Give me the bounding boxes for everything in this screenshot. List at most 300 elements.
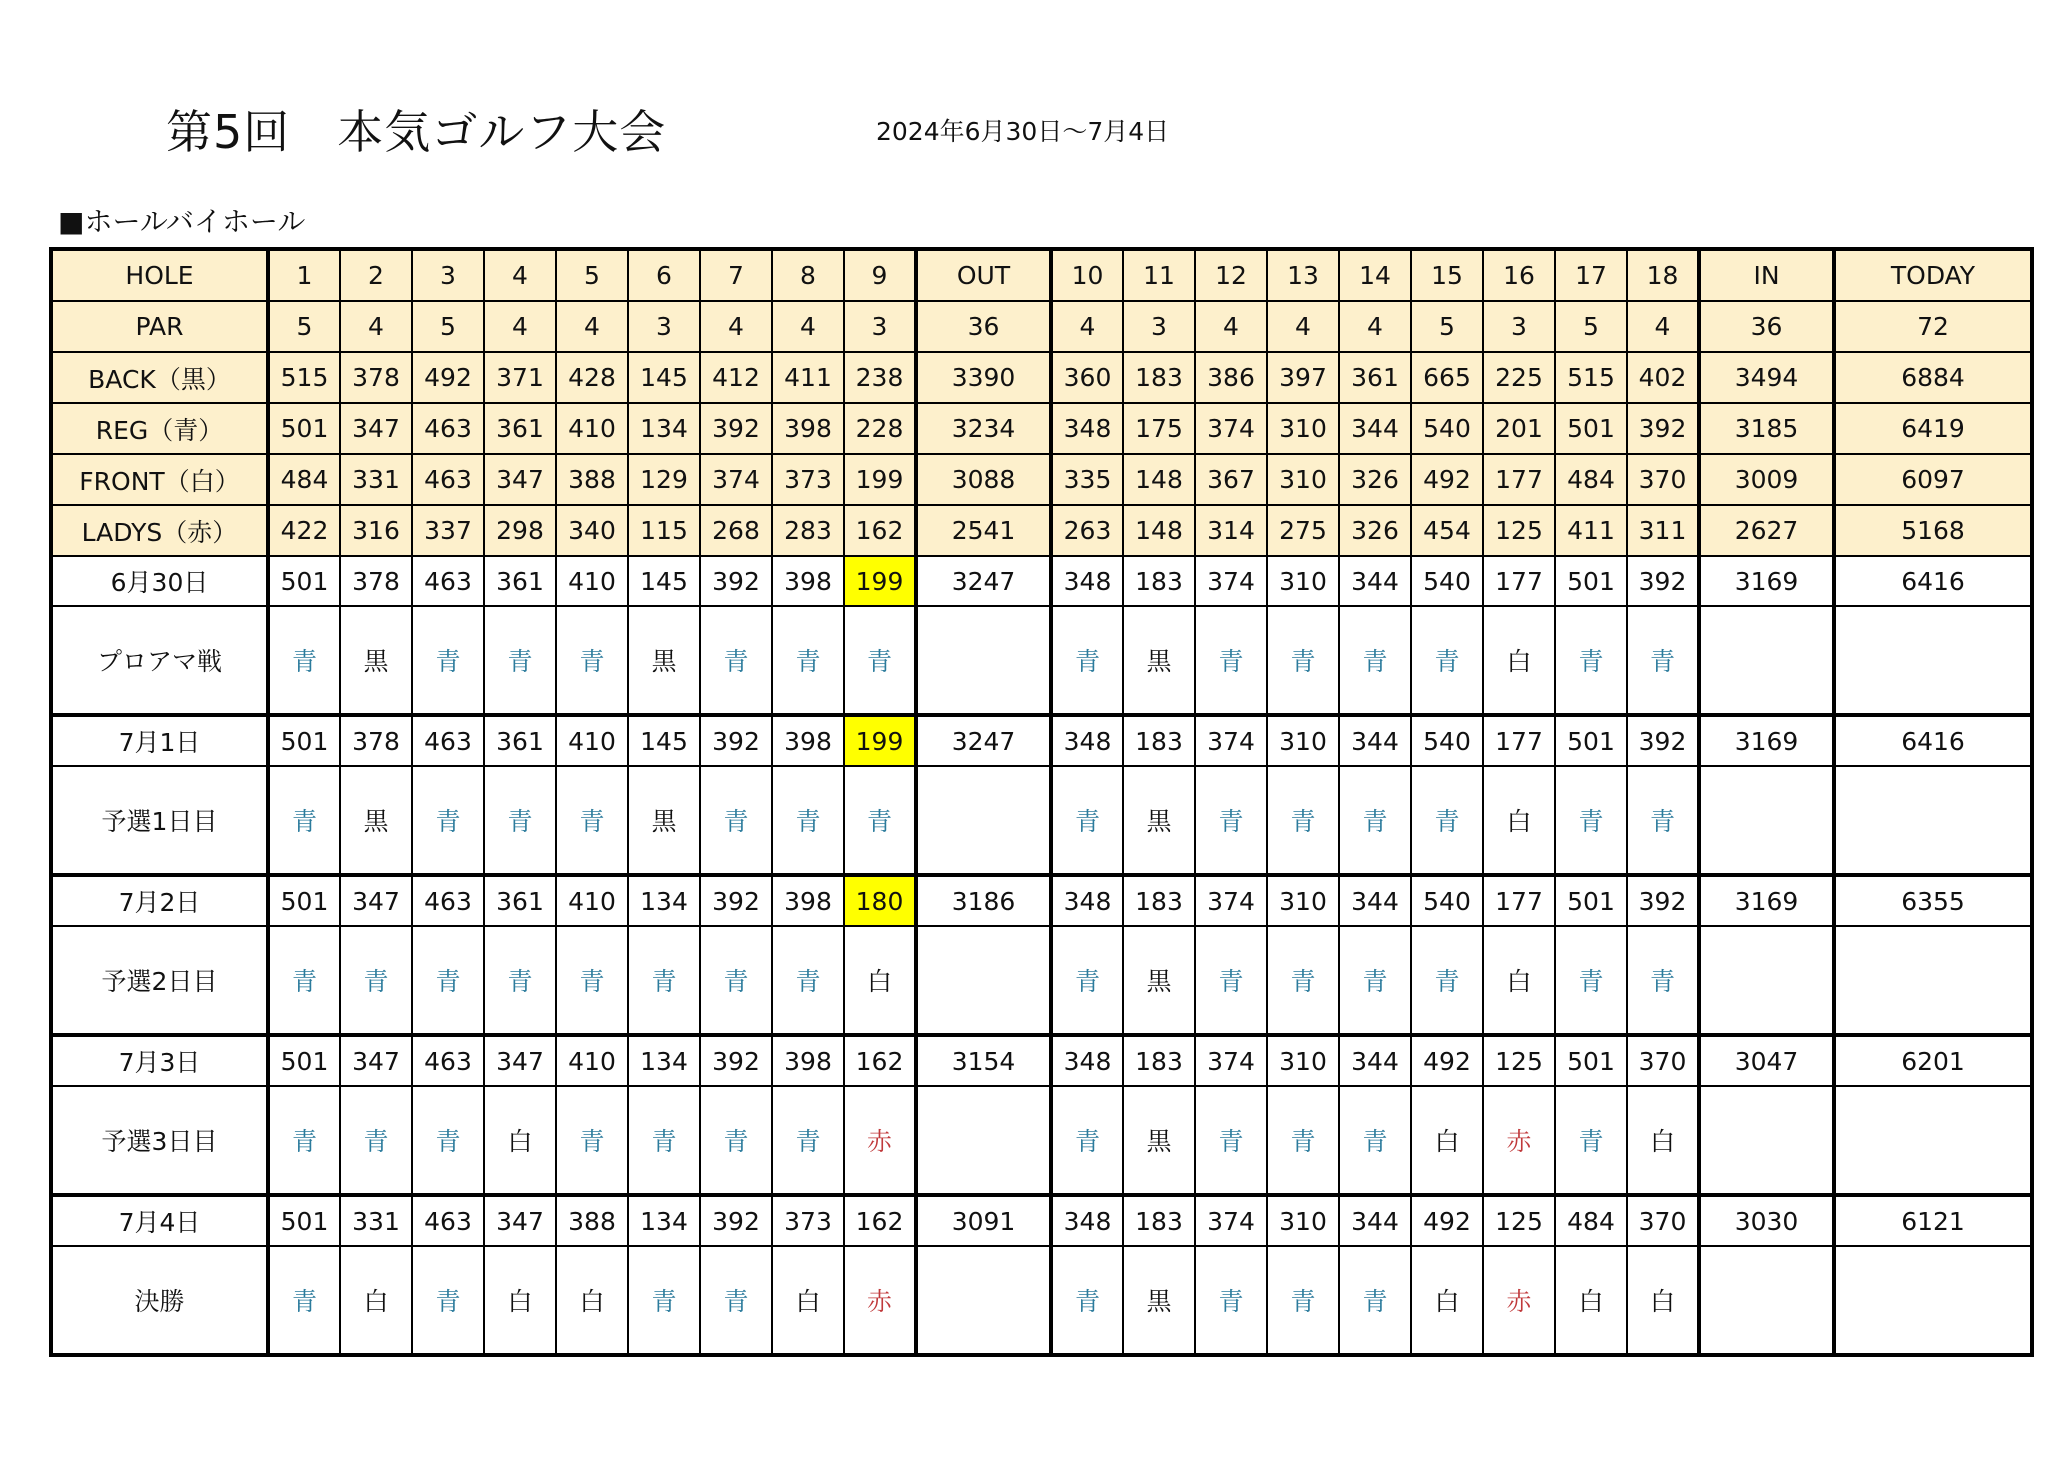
tee-color-cell: 青 (1267, 606, 1339, 715)
table-cell: 183 (1123, 1035, 1195, 1086)
table-cell (916, 606, 1051, 715)
tee-color-cell: 青 (1555, 1086, 1627, 1195)
table-cell: 4 (484, 301, 556, 352)
tee-color-cell: 青 (1555, 766, 1627, 875)
tee-color-cell: 青 (1195, 926, 1267, 1035)
table-cell: 402 (1627, 352, 1699, 403)
tee-color-cell: 青 (1051, 766, 1123, 875)
tee-color-cell: 赤 (844, 1246, 916, 1355)
table-cell: 398 (772, 556, 844, 606)
table-cell: OUT (916, 249, 1051, 301)
table-cell: 361 (484, 556, 556, 606)
table-cell: 6884 (1834, 352, 2032, 403)
table-cell: 275 (1267, 505, 1339, 556)
tee-color-cell: 青 (1411, 766, 1483, 875)
tee-color-cell: 黒 (1123, 1246, 1195, 1355)
table-cell: 177 (1483, 454, 1555, 505)
table-cell: 398 (772, 715, 844, 766)
tee-color-cell: 青 (268, 1086, 340, 1195)
row-label: 7月2日 (51, 875, 268, 926)
row-label: PAR (51, 301, 268, 352)
table-cell: 422 (268, 505, 340, 556)
row-label: LADYS（赤） (51, 505, 268, 556)
page-title: 第5回 本気ゴルフ大会 (166, 105, 667, 159)
table-cell: 463 (412, 1195, 484, 1246)
table-cell: 326 (1339, 454, 1411, 505)
tee-color-cell: 青 (1339, 1086, 1411, 1195)
table-cell: 361 (484, 875, 556, 926)
table-cell: 4 (1051, 301, 1123, 352)
tee-yardage-row (51, 505, 2032, 556)
tee-color-cell: 白 (1483, 926, 1555, 1035)
table-cell: 360 (1051, 352, 1123, 403)
table-cell: 162 (844, 1195, 916, 1246)
day-yardage-row (51, 875, 2032, 926)
table-cell: 410 (556, 1035, 628, 1086)
row-label: BACK（黒） (51, 352, 268, 403)
table-cell: 283 (772, 505, 844, 556)
table-cell: 515 (1555, 352, 1627, 403)
table-cell: 177 (1483, 556, 1555, 606)
tee-color-cell: 青 (1267, 1246, 1339, 1355)
tee-color-cell: 白 (1555, 1246, 1627, 1355)
table-cell: 410 (556, 403, 628, 454)
table-cell: 5 (556, 249, 628, 301)
table-cell: 392 (1627, 556, 1699, 606)
table-cell: 392 (700, 715, 772, 766)
table-cell: 4 (484, 249, 556, 301)
tee-color-cell: 青 (1339, 766, 1411, 875)
table-cell: 398 (772, 403, 844, 454)
table-cell: 501 (1555, 1035, 1627, 1086)
table-cell: 310 (1267, 454, 1339, 505)
table-cell: 17 (1555, 249, 1627, 301)
table-cell: 386 (1195, 352, 1267, 403)
tee-color-cell: 青 (628, 926, 700, 1035)
table-cell: 374 (700, 454, 772, 505)
tee-color-cell: 青 (772, 1086, 844, 1195)
table-cell: 348 (1051, 403, 1123, 454)
table-cell (1699, 766, 1834, 875)
tee-color-cell: 青 (1195, 606, 1267, 715)
tee-color-cell: 赤 (1483, 1086, 1555, 1195)
tee-color-cell: 青 (1627, 766, 1699, 875)
table-cell: 410 (556, 715, 628, 766)
table-cell: 515 (268, 352, 340, 403)
row-label: REG（青） (51, 403, 268, 454)
table-cell: 388 (556, 1195, 628, 1246)
tee-color-cell: 青 (844, 766, 916, 875)
tee-color-cell: 青 (556, 606, 628, 715)
table-cell: 148 (1123, 505, 1195, 556)
table-cell: 392 (1627, 403, 1699, 454)
tee-color-cell: 青 (484, 606, 556, 715)
tee-yardage-row (51, 403, 2032, 454)
table-cell: 392 (1627, 715, 1699, 766)
table-cell: 392 (700, 1195, 772, 1246)
table-cell: 3 (844, 301, 916, 352)
table-cell: 347 (340, 1035, 412, 1086)
table-cell: 484 (1555, 1195, 1627, 1246)
day-tee-row (51, 766, 2032, 875)
table-cell: 3 (628, 301, 700, 352)
table-cell: 665 (1411, 352, 1483, 403)
table-cell: 134 (628, 875, 700, 926)
table-cell: 398 (772, 875, 844, 926)
tee-color-cell: 黒 (340, 606, 412, 715)
table-cell (1834, 1246, 2032, 1355)
tee-yardage-row (51, 301, 2032, 352)
table-cell: 392 (1627, 875, 1699, 926)
table-cell: 1 (268, 249, 340, 301)
table-cell: 13 (1267, 249, 1339, 301)
table-cell: 347 (340, 403, 412, 454)
table-cell: 72 (1834, 301, 2032, 352)
table-cell: 9 (844, 249, 916, 301)
table-cell: 348 (1051, 556, 1123, 606)
table-cell: 36 (916, 301, 1051, 352)
table-cell: 6 (628, 249, 700, 301)
table-cell: 361 (484, 403, 556, 454)
table-cell: 5168 (1834, 505, 2032, 556)
table-cell: 331 (340, 1195, 412, 1246)
row-label: 7月1日 (51, 715, 268, 766)
table-cell: 316 (340, 505, 412, 556)
table-cell: 371 (484, 352, 556, 403)
header-row (51, 249, 2032, 301)
table-cell: 348 (1051, 715, 1123, 766)
table-cell: 331 (340, 454, 412, 505)
table-cell: 463 (412, 1035, 484, 1086)
table-cell: 3009 (1699, 454, 1834, 505)
tournament-dates: 2024年6月30日〜7月4日 (876, 117, 1170, 146)
table-cell: 125 (1483, 1035, 1555, 1086)
tee-color-cell: 青 (700, 606, 772, 715)
tee-color-cell: 青 (772, 606, 844, 715)
tee-color-cell: 青 (772, 926, 844, 1035)
table-cell: 348 (1051, 1035, 1123, 1086)
tee-color-cell: 青 (340, 926, 412, 1035)
tee-color-cell: 黒 (1123, 926, 1195, 1035)
tee-color-cell: 青 (268, 1246, 340, 1355)
table-cell: 347 (484, 1035, 556, 1086)
table-cell: 378 (340, 352, 412, 403)
tee-color-cell: 黒 (1123, 766, 1195, 875)
table-cell: 14 (1339, 249, 1411, 301)
tee-yardage-row (51, 454, 2032, 505)
tee-color-cell: 青 (1627, 606, 1699, 715)
table-cell: 374 (1195, 556, 1267, 606)
tee-color-cell: 青 (484, 926, 556, 1035)
tee-color-cell: 青 (1339, 606, 1411, 715)
table-cell: 134 (628, 403, 700, 454)
tee-color-cell: 青 (340, 1086, 412, 1195)
table-cell: 410 (556, 556, 628, 606)
table-cell: 540 (1411, 403, 1483, 454)
table-cell: 378 (340, 556, 412, 606)
table-cell: 134 (628, 1195, 700, 1246)
table-cell: 3390 (916, 352, 1051, 403)
table-cell: 428 (556, 352, 628, 403)
table-cell: 177 (1483, 715, 1555, 766)
tee-color-cell: 青 (700, 1246, 772, 1355)
table-cell: 4 (1267, 301, 1339, 352)
table-cell: IN (1699, 249, 1834, 301)
table-cell: 145 (628, 715, 700, 766)
table-cell (1699, 1246, 1834, 1355)
table-cell: 337 (412, 505, 484, 556)
tee-color-cell: 白 (484, 1246, 556, 1355)
table-cell: 492 (412, 352, 484, 403)
table-cell: 344 (1339, 556, 1411, 606)
table-cell: 373 (772, 1195, 844, 1246)
table-cell: 347 (484, 454, 556, 505)
table-cell: 361 (484, 715, 556, 766)
table-cell: 392 (700, 403, 772, 454)
tee-color-cell: 青 (412, 766, 484, 875)
tee-yardage-row (51, 352, 2032, 403)
tee-color-cell: 青 (700, 766, 772, 875)
section-label: ■ホールバイホール (58, 205, 306, 238)
table-cell: 501 (268, 556, 340, 606)
table-cell: 311 (1627, 505, 1699, 556)
table-cell: TODAY (1834, 249, 2032, 301)
table-cell: 5 (1555, 301, 1627, 352)
table-cell: 6355 (1834, 875, 2032, 926)
table-cell: 501 (268, 715, 340, 766)
table-cell: 4 (556, 301, 628, 352)
table-cell: 3169 (1699, 556, 1834, 606)
table-cell: 348 (1051, 875, 1123, 926)
tee-color-cell: 青 (1411, 606, 1483, 715)
row-label: HOLE (51, 249, 268, 301)
tee-color-cell: 白 (340, 1246, 412, 1355)
table-cell: 540 (1411, 715, 1483, 766)
table-cell (1699, 926, 1834, 1035)
table-cell: 3247 (916, 715, 1051, 766)
tee-color-cell: 青 (556, 926, 628, 1035)
day-tee-row (51, 606, 2032, 715)
table-cell: 492 (1411, 454, 1483, 505)
tee-color-cell: 青 (1627, 926, 1699, 1035)
table-cell: 6121 (1834, 1195, 2032, 1246)
table-cell: 199 (844, 454, 916, 505)
table-cell: 148 (1123, 454, 1195, 505)
table-cell: 145 (628, 556, 700, 606)
day-tee-row (51, 1246, 2032, 1355)
table-cell: 344 (1339, 1035, 1411, 1086)
table-cell (1834, 606, 2032, 715)
table-cell: 540 (1411, 875, 1483, 926)
table-cell: 8 (772, 249, 844, 301)
table-cell: 310 (1267, 403, 1339, 454)
tee-color-cell: 青 (412, 1086, 484, 1195)
table-cell: 228 (844, 403, 916, 454)
table-cell: 411 (1555, 505, 1627, 556)
table-cell: 134 (628, 1035, 700, 1086)
table-cell: 4 (1195, 301, 1267, 352)
table-cell: 5 (1411, 301, 1483, 352)
tee-color-cell: 青 (700, 926, 772, 1035)
table-cell: 180 (844, 875, 916, 926)
tee-color-cell: 白 (1627, 1246, 1699, 1355)
table-cell: 501 (1555, 556, 1627, 606)
tee-color-cell: 赤 (844, 1086, 916, 1195)
table-cell: 3047 (1699, 1035, 1834, 1086)
table-cell: 374 (1195, 403, 1267, 454)
table-cell: 411 (772, 352, 844, 403)
tee-color-cell: 青 (628, 1086, 700, 1195)
row-label: 6月30日 (51, 556, 268, 606)
row-label: 7月4日 (51, 1195, 268, 1246)
table-cell: 367 (1195, 454, 1267, 505)
table-cell: 501 (1555, 875, 1627, 926)
tee-color-cell: 白 (1483, 606, 1555, 715)
table-cell: 373 (772, 454, 844, 505)
tee-color-cell: 青 (1555, 606, 1627, 715)
table-cell: 175 (1123, 403, 1195, 454)
tee-color-cell: 青 (1195, 766, 1267, 875)
hole-by-hole-table (49, 247, 2034, 1357)
tee-color-cell: 青 (268, 766, 340, 875)
table-cell: 3 (1123, 301, 1195, 352)
table-cell: 18 (1627, 249, 1699, 301)
table-cell: 370 (1627, 454, 1699, 505)
tee-color-cell: 青 (1339, 926, 1411, 1035)
tee-color-cell: 青 (556, 766, 628, 875)
table-cell: 2 (340, 249, 412, 301)
tee-color-cell: 黒 (628, 766, 700, 875)
table-cell: 392 (700, 1035, 772, 1086)
table-cell: 310 (1267, 875, 1339, 926)
tee-color-cell: 青 (844, 606, 916, 715)
table-cell (1699, 1086, 1834, 1195)
tee-color-cell: 青 (412, 606, 484, 715)
table-cell: 484 (1555, 454, 1627, 505)
table-cell: 6419 (1834, 403, 2032, 454)
table-cell: 6097 (1834, 454, 2032, 505)
tee-color-cell: 白 (1411, 1246, 1483, 1355)
tee-color-cell: 青 (1051, 606, 1123, 715)
tee-color-cell: 白 (772, 1246, 844, 1355)
tee-color-cell: 青 (1051, 926, 1123, 1035)
row-label: FRONT（白） (51, 454, 268, 505)
table-cell: 463 (412, 875, 484, 926)
table-cell: 314 (1195, 505, 1267, 556)
tee-color-cell: 黒 (1123, 606, 1195, 715)
table-cell: 4 (340, 301, 412, 352)
table-cell: 4 (1339, 301, 1411, 352)
tee-color-cell: 青 (1195, 1246, 1267, 1355)
table-cell (916, 1086, 1051, 1195)
table-cell: 454 (1411, 505, 1483, 556)
table-cell: 4 (772, 301, 844, 352)
table-cell: 129 (628, 454, 700, 505)
table-cell: 2627 (1699, 505, 1834, 556)
table-cell (1699, 606, 1834, 715)
table-cell: 347 (484, 1195, 556, 1246)
table-cell: 7 (700, 249, 772, 301)
table-cell: 344 (1339, 875, 1411, 926)
table-cell (1834, 926, 2032, 1035)
table-cell: 3169 (1699, 715, 1834, 766)
table-cell: 145 (628, 352, 700, 403)
table-cell: 463 (412, 556, 484, 606)
table-cell: 263 (1051, 505, 1123, 556)
table-cell: 238 (844, 352, 916, 403)
table-cell: 2541 (916, 505, 1051, 556)
table-cell: 6416 (1834, 715, 2032, 766)
day-yardage-row (51, 1035, 2032, 1086)
table-cell (916, 926, 1051, 1035)
table-cell: 4 (1627, 301, 1699, 352)
row-label: 決勝 (51, 1246, 268, 1355)
table-cell: 298 (484, 505, 556, 556)
table-cell: 378 (340, 715, 412, 766)
table-cell: 201 (1483, 403, 1555, 454)
table-cell: 3 (412, 249, 484, 301)
table-cell: 344 (1339, 403, 1411, 454)
tee-color-cell: 赤 (1483, 1246, 1555, 1355)
table-cell (916, 1246, 1051, 1355)
day-tee-row (51, 1086, 2032, 1195)
tee-color-cell: 青 (700, 1086, 772, 1195)
table-cell: 3169 (1699, 875, 1834, 926)
tee-color-cell: 白 (484, 1086, 556, 1195)
table-cell: 183 (1123, 556, 1195, 606)
table-cell: 463 (412, 403, 484, 454)
table-cell: 370 (1627, 1035, 1699, 1086)
tee-color-cell: 黒 (1123, 1086, 1195, 1195)
table-cell: 392 (700, 875, 772, 926)
table-cell: 388 (556, 454, 628, 505)
table-cell: 6416 (1834, 556, 2032, 606)
tee-color-cell: 青 (556, 1086, 628, 1195)
row-label: プロアマ戦 (51, 606, 268, 715)
tee-color-cell: 青 (268, 606, 340, 715)
table-cell: 3030 (1699, 1195, 1834, 1246)
table-cell: 199 (844, 715, 916, 766)
table-cell: 501 (268, 1195, 340, 1246)
table-cell: 12 (1195, 249, 1267, 301)
table-cell: 463 (412, 454, 484, 505)
table-cell: 410 (556, 875, 628, 926)
row-label: 予選1日目 (51, 766, 268, 875)
table-cell: 125 (1483, 1195, 1555, 1246)
day-yardage-row (51, 715, 2032, 766)
table-cell: 3185 (1699, 403, 1834, 454)
table-cell: 10 (1051, 249, 1123, 301)
table-cell: 412 (700, 352, 772, 403)
table-cell: 183 (1123, 715, 1195, 766)
table-cell: 310 (1267, 556, 1339, 606)
tee-color-cell: 青 (1555, 926, 1627, 1035)
table-cell: 501 (1555, 715, 1627, 766)
table-cell: 463 (412, 715, 484, 766)
table-cell: 16 (1483, 249, 1555, 301)
table-cell: 36 (1699, 301, 1834, 352)
tee-color-cell: 白 (556, 1246, 628, 1355)
table-cell: 335 (1051, 454, 1123, 505)
table-cell: 344 (1339, 715, 1411, 766)
table-cell: 3 (1483, 301, 1555, 352)
table-cell: 199 (844, 556, 916, 606)
day-yardage-row (51, 556, 2032, 606)
table-cell: 344 (1339, 1195, 1411, 1246)
row-label: 予選3日目 (51, 1086, 268, 1195)
table-cell: 501 (268, 403, 340, 454)
table-cell: 484 (268, 454, 340, 505)
